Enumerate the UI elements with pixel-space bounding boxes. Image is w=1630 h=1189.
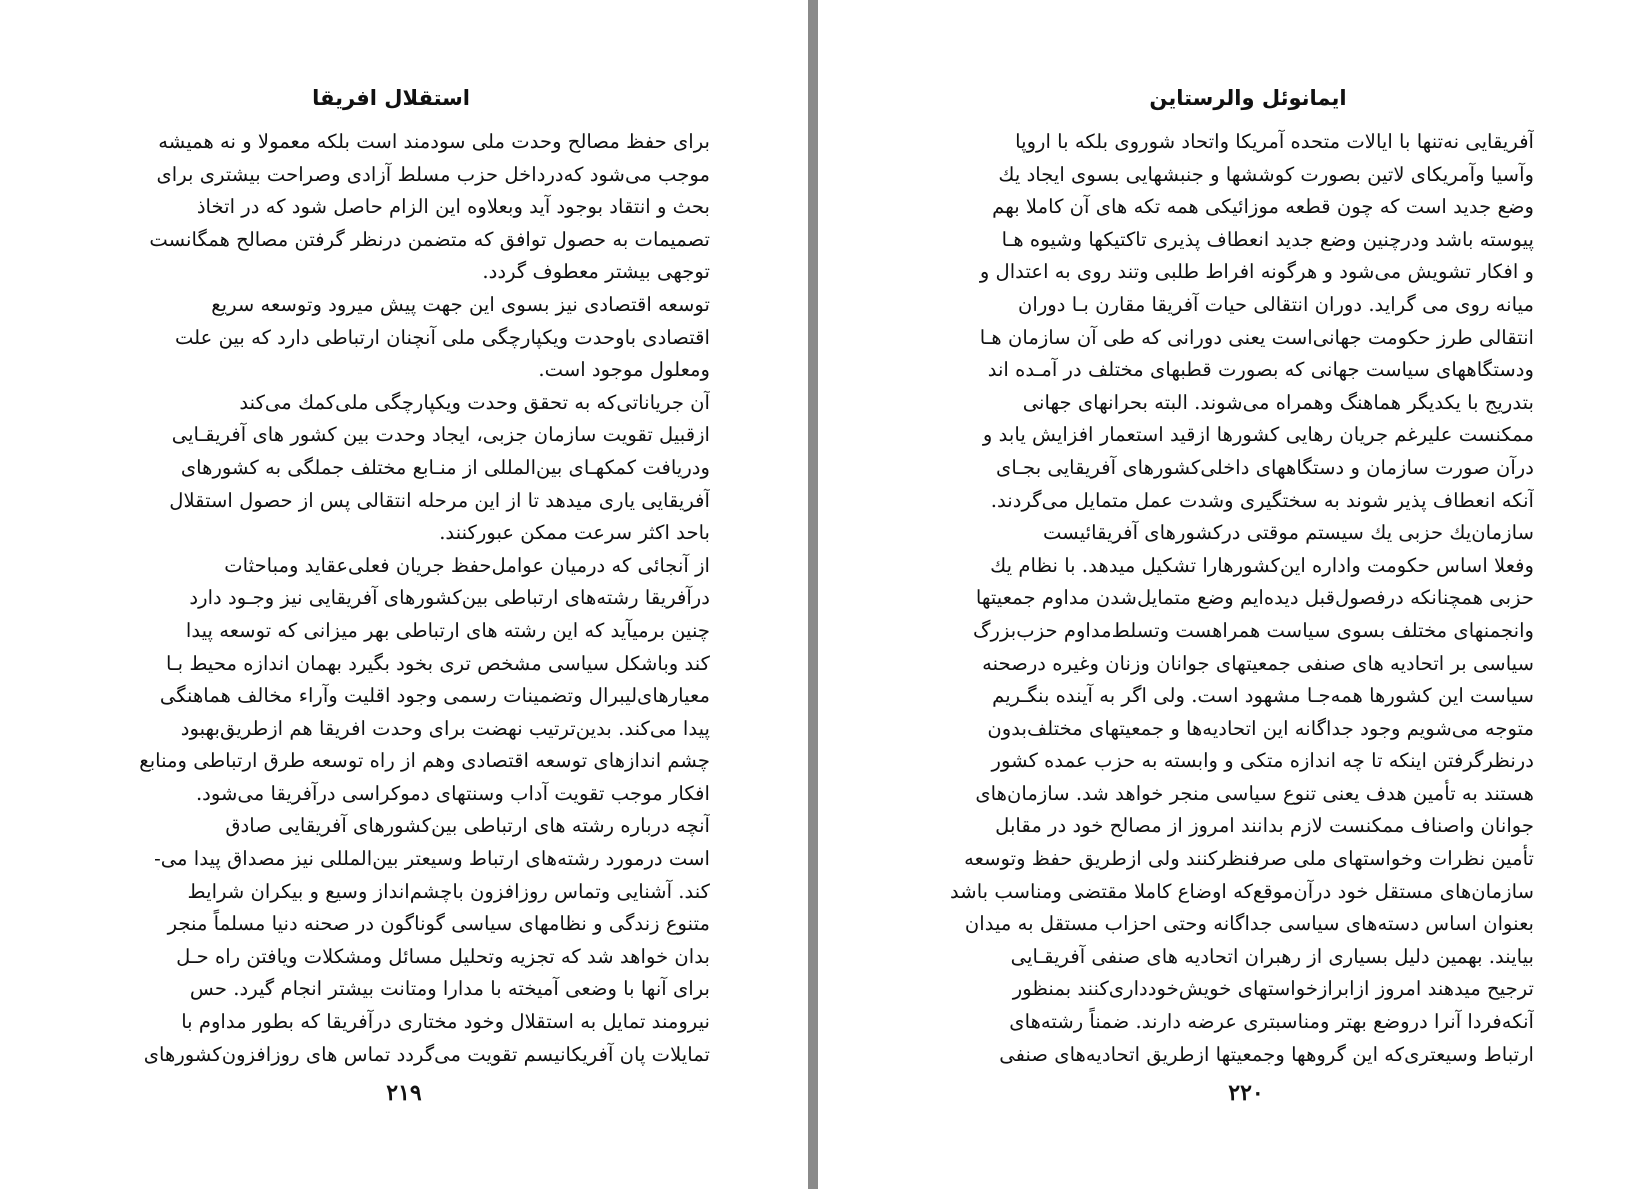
text-line: بتدریج با یکدیگر هماهنگ وهمراه می‌شوند. البته بحرانهای جهانی: [1022, 390, 1534, 414]
text-line: ودریافت کمکهـای بین‌المللی از منـابع مختلف جملگی به کشورهای: [180, 455, 710, 479]
text-line: از آنجائی که درمیان عوامل‌حفظ جریان فعلی‌عقاید ومباحثات: [224, 553, 710, 577]
text-line: تصمیمات به حصول توافق که متضمن درنظر گرفتن مصالح همگانست: [149, 227, 710, 251]
text-line: است درمورد رشته‌های ارتباط وسیعتر بین‌المللی نیز مصداق پیدا می-: [154, 847, 710, 871]
text-line: وآسیا وآمریکای لاتین بصورت کوششها و جنبشهایی بسوی ایجاد یك: [998, 162, 1534, 186]
text-line: جوانان واصناف ممکنست لازم بدانند امروز از مصالح خود در مقابل: [995, 814, 1534, 838]
text-line: آفریقایی یاری میدهد تا از این مرحله انتقالی پس از حصول استقلال: [169, 488, 710, 512]
text-line: درآفریقا رشته‌های ارتباطی بین‌کشورهای آفریقایی نیز وجـود دارد: [189, 586, 710, 610]
text-line: معیارهای‌لیبرال وتضمینات رسمی وجود اقلیت وآراء مخالف هماهنگی: [159, 684, 710, 708]
text-line: باحد اکثر سرعت ممکن عبورکنند.: [439, 521, 710, 545]
right-page-number: ۲۲۰: [1228, 1080, 1264, 1106]
text-line: چنین برمیآید که این رشته های ارتباطی بهر میزانی که توسعه پیدا: [185, 618, 710, 642]
text-line: موجب می‌شود که‌درداخل حزب مسلط آزادی وصراحت بیشتری برای: [156, 162, 710, 186]
left-running-head: استقلال افریقا: [312, 86, 470, 110]
text-line: نیرومند تمایل به استقلال وخود مختاری درآفریقا که بطور مداوم با: [181, 1010, 710, 1034]
text-line: توسعه اقتصادی نیز بسوی این جهت پیش میرود وتوسعه سریع: [211, 292, 710, 316]
text-line: سیاست این کشورها همه‌جـا مشهود است. ولی اگر به آینده بنگـریم: [992, 684, 1534, 708]
text-line: آنکه‌فردا آنرا دروضع بهتر ومناسبتری عرضه دارند. ضمناً رشته‌های: [1009, 1010, 1534, 1034]
text-line: ازقبیل تقویت سازمان جزبی، ایجاد وحدت بین کشور های آفریقـایی: [171, 423, 710, 447]
text-line: اقتصادی باوحدت ویکپارچگی ملی آنچنان ارتباطی دارد که بین علت: [174, 325, 710, 349]
text-line: ارتباط وسیعتری‌که این گروهها وجمعیتها ازطریق اتحادیه‌های صنفی: [999, 1042, 1534, 1066]
text-line: سازمان‌یك حزبی یك سیستم موقتی درکشورهای آفریقائیست: [1043, 521, 1534, 545]
right-page: [818, 0, 1630, 1189]
text-line: بحث و انتقاد بوجود آید وبعلاوه این الزام حاصل شود که در اتخاذ: [196, 195, 710, 219]
text-line: و افکار تشویش می‌شود و هرگونه افراط طلبی وتند روی به اعتدال و: [979, 260, 1534, 284]
text-line: میانه روی می گراید. دوران انتقالی حیات آفریقا مقارن بـا دوران: [1017, 292, 1534, 316]
text-line: درآن صورت سازمان و دستگاههای داخلی‌کشورهای آفریقایی بجـای: [996, 455, 1534, 479]
text-line: افکار موجب تقویت آداب وسنتهای دموکراسی درآفریقا می‌شود.: [195, 781, 710, 805]
text-line: وانجمنهای مختلف بسوی سیاست همراهست وتسلط‌مداوم حزب‌بزرگ: [972, 618, 1534, 642]
text-line: برای آنها با وضعی آمیخته با مدارا ومتانت بیشتر انجام گیرد. حس: [189, 977, 710, 1001]
text-line: ومعلول موجود است.: [538, 358, 710, 382]
text-line: متنوع زندگی و نظامهای سیاسی گوناگون در صحنه دنیا مسلماً منجر: [167, 912, 710, 936]
text-line: درنظرگرفتن اینکه تا چه اندازه متکی و وابسته به حزب عمده کشور: [991, 749, 1534, 773]
text-line: کند وباشکل سیاسی مشخص تری بخود بگیرد بهمان اندازه محیط بـا: [165, 651, 710, 675]
text-line: آفریقایی نه‌تنها با ایالات متحده آمریکا واتحاد شوروی بلکه با اروپا: [1015, 130, 1534, 153]
right-body-text: [930, 126, 1534, 1071]
text-line: بدان خواهد شد که تجزیه وتحلیل مسائل ومشکلات ویافتن راه حـل: [176, 944, 710, 968]
text-line: پیوسته باشد ودرچنین وضع جدید انعطاف پذیری تاکتیکها وشیوه هـا: [1001, 227, 1534, 251]
text-line: ممکنست علیرغم جریان رهایی کشورها ازقید استعمار افزایش یابد و: [982, 423, 1534, 447]
text-line: حزبی همچنانکه درفصول‌قبل دیده‌ایم وضع متمایل‌شدن مداوم جمعیتها: [975, 586, 1534, 610]
right-running-head: ایمانوئل والرستاین: [1149, 86, 1347, 110]
text-line: وضع جدید است که چون قطعه موزائیکی همه تکه های آن کاملا بهم: [992, 195, 1534, 219]
text-line: سازمان‌های مستقل خود درآن‌موقع‌که اوضاع کاملا مقتضی ومناسب باشد: [950, 879, 1534, 903]
text-line: پیدا می‌کند. بدین‌ترتیب نهضت برای وحدت افریقا هم ازطریق‌بهبود: [180, 716, 710, 740]
text-line: بیایند. بهمین دلیل بسیاری از رهبران اتحادیه های صنفی آفریقـایی: [1010, 944, 1534, 968]
book-gutter: [808, 0, 818, 1189]
text-line: برای حفظ مصالح وحدت ملی سودمند است بلکه معمولا و نه همیشه: [158, 130, 710, 153]
text-line: آن جریاناتی‌که به تحقق وحدت ویکپارچگی ملی‌کمك می‌کند: [239, 390, 710, 414]
text-line: توجهی بیشتر معطوف گردد.: [482, 260, 710, 284]
text-line: آنکه انعطاف پذیر شوند به سختگیری وشدت عمل متمایل می‌گردند.: [990, 488, 1534, 512]
text-line: وفعلا اساس حکومت واداره این‌کشورهارا تشکیل میدهد. با نظام یك: [990, 553, 1534, 577]
left-body-text: [98, 126, 710, 1071]
text-line: سیاسی بر اتحادیه های صنفی جمعیتهای جوانان وزنان وغیره درصحنه: [982, 651, 1534, 675]
text-line: متوجه می‌شویم وجود جداگانه این اتحادیه‌ها و جمعیتهای مختلف‌بدون: [987, 716, 1534, 740]
left-page: [0, 0, 808, 1189]
text-line: تأمین نظرات وخواستهای ملی صرفنظرکنند ولی ازطریق حفظ وتوسعه: [964, 847, 1534, 871]
text-line: بعنوان اساس دسته‌های سیاسی جداگانه وحتی احزاب مستقل به میدان: [964, 912, 1534, 936]
text-line: کند. آشنایی وتماس روزافزون باچشم‌انداز وسیع و بیکران شرایط: [187, 879, 710, 903]
text-line: چشم اندازهای توسعه اقتصادی وهم از راه توسعه طرق ارتباطی ومنابع: [139, 749, 710, 773]
text-line: انتقالی طرز حکومت جهانی‌است یعنی دورانی که طی آن سازمان هـا: [979, 325, 1534, 349]
text-line: ودستگاههای سیاست جهانی که بصورت قطبهای مختلف در آمـده اند: [987, 358, 1534, 382]
text-line: ترجیح میدهند امروز ازابرازخواستهای خویش‌خودداری‌کنند بمنظور: [1012, 977, 1534, 1001]
text-line: تمایلات پان آفریکانیسم تقویت می‌گردد تماس های روزافزون‌کشورهای: [143, 1042, 710, 1066]
left-page-number: ۲۱۹: [386, 1080, 422, 1106]
text-line: هستند به تأمین هدف یعنی تنوع سیاسی منجر خواهد شد. سازمان‌های: [975, 781, 1534, 805]
text-line: آنچه درباره رشته های ارتباطی بین‌کشورهای آفریقایی صادق: [225, 814, 710, 838]
